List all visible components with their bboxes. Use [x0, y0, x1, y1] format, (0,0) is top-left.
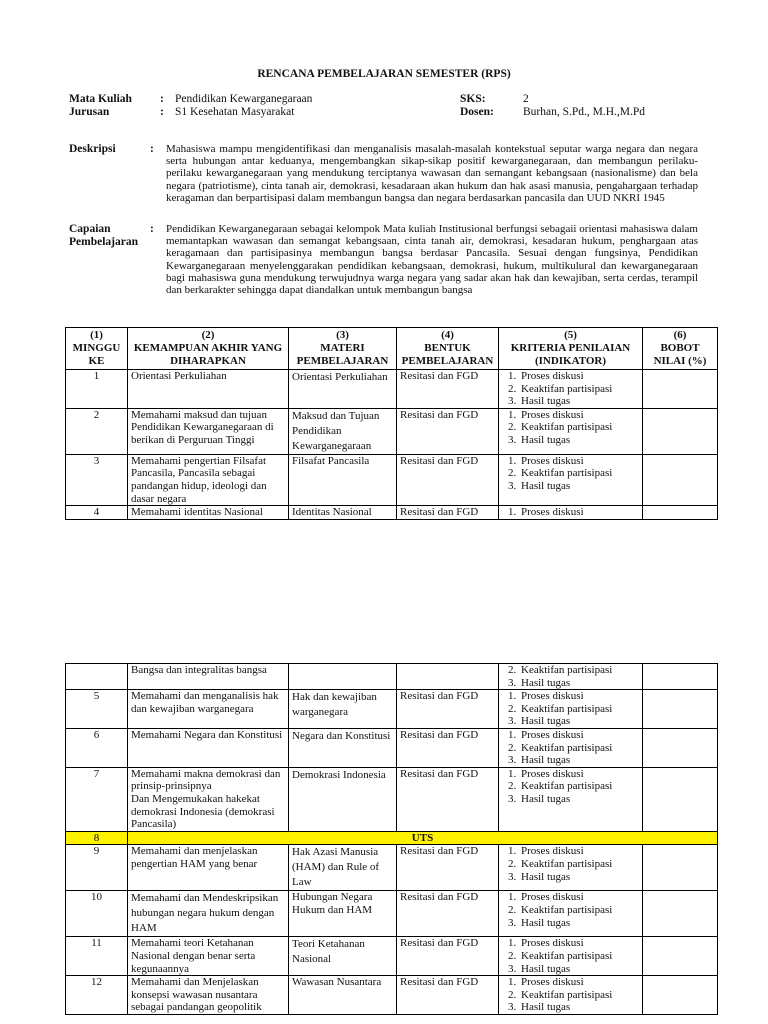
bentuk-cell: Resitasi dan FGD [397, 370, 499, 409]
materi-cell: Filsafat Pancasila [289, 454, 397, 505]
week-cell: 7 [66, 767, 128, 831]
kriteria-cell: 1. Proses diskusi 2. Keaktifan partisipasi 3. Hasil tugas [499, 370, 643, 409]
bentuk-cell: Resitasi dan FGD [397, 690, 499, 729]
week-cell: 10 [66, 891, 128, 937]
rps-table-page-1 [65, 327, 718, 520]
materi-cell: Negara dan Konstitusi [289, 728, 397, 767]
pembelajaran-label: Pembelajaran [69, 236, 138, 248]
week-cell: 11 [66, 937, 128, 976]
course-info [0, 93, 768, 123]
table-row [66, 408, 718, 454]
week-cell: 2 [66, 408, 128, 454]
table-row [66, 454, 718, 505]
table-row [66, 767, 718, 831]
bentuk-cell: Resitasi dan FGD [397, 506, 499, 520]
mata-kuliah-value: Pendidikan Kewarganegaraan [175, 93, 313, 105]
header-bobot: (6) BOBOT NILAI (%) [643, 328, 718, 370]
kriteria-cell: 1. Proses diskusi 2. Keaktifan partisipasi 3. Hasil tugas [499, 937, 643, 976]
kemampuan-cell: Memahami dan menganalisis hak dan kewajiban warganegara [128, 690, 289, 729]
materi-cell: Hak Azasi Manusia (HAM) dan Rule of Law [289, 845, 397, 891]
materi-cell: Hak dan kewajiban warganegara [289, 690, 397, 729]
materi-cell: Maksud dan Tujuan Pendidikan Kewarganegaraan [289, 408, 397, 454]
bentuk-cell: Resitasi dan FGD [397, 976, 499, 1015]
bentuk-cell: Resitasi dan FGD [397, 845, 499, 891]
kriteria-cell: 2. Keaktifan partisipasi 3. Hasil tugas [499, 664, 643, 690]
sks-label: SKS: [460, 93, 486, 105]
kriteria-cell: 1. Proses diskusi 2. Keaktifan partisipasi 3. Hasil tugas [499, 976, 643, 1015]
week-cell: 8 [66, 831, 128, 845]
materi-cell: Identitas Nasional [289, 506, 397, 520]
bentuk-cell: Resitasi dan FGD [397, 454, 499, 505]
table-row [66, 845, 718, 891]
header-materi: (3) MATERI PEMBELAJARAN [289, 328, 397, 370]
bentuk-cell: Resitasi dan FGD [397, 767, 499, 831]
kemampuan-cell: Memahami maksud dan tujuan Pendidikan Kewarganegaraan di berikan di Perguruan Tinggi [128, 408, 289, 454]
deskripsi-text: Mahasiswa mampu mengidentifikasi dan menganalisis masalah-masalah kontekstual seputar warga negara dan negara serta hubungan antar keduanya, mengembangkan sikap-sikap positif kewarganegaraan, dan membangun perilaku-perilaku kewarganegaraan yang mendukung terciptanya wawasan dan semangant kebangsaan (nasionalisme) dan bela negara (patriotisme), cinta tanah air, demokrasi, kesadaraan akan hukum dan hak asasi manusia, pengahargaan terhadap keragaman dan berpartisipasi dalam membangun bangsa dan negara berdasarkan pancasila dan UUD NKRI 1945 [166, 143, 698, 204]
bentuk-cell: Resitasi dan FGD [397, 408, 499, 454]
bobot-cell [643, 891, 718, 937]
table-row [66, 891, 718, 937]
kemampuan-cell: Memahami dan Mendeskripsikan hubungan negara hukum dengan HAM [128, 891, 289, 937]
kemampuan-cell: Memahami makna demokrasi dan prinsip-prinsipnya Dan Mengemukakan hakekat demokrasi Indonesia (demokrasi Pancasila) [128, 767, 289, 831]
kemampuan-cell: Orientasi Perkuliahan [128, 370, 289, 409]
kriteria-cell: 1. Proses diskusi 2. Keaktifan partisipasi 3. Hasil tugas [499, 891, 643, 937]
materi-cell: Wawasan Nusantara [289, 976, 397, 1015]
colon: : [150, 223, 154, 235]
kemampuan-cell: Bangsa dan integralitas bangsa [128, 664, 289, 690]
table-row [66, 506, 718, 520]
bobot-cell [643, 976, 718, 1015]
bentuk-cell: Resitasi dan FGD [397, 937, 499, 976]
colon: : [150, 143, 154, 155]
table-row [66, 728, 718, 767]
table-row [66, 370, 718, 409]
bobot-cell [643, 506, 718, 520]
week-cell: 6 [66, 728, 128, 767]
uts-label: UTS [128, 831, 718, 845]
colon: : [160, 93, 164, 105]
bobot-cell [643, 370, 718, 409]
kriteria-cell: 1. Proses diskusi 2. Keaktifan partisipasi 3. Hasil tugas [499, 767, 643, 831]
kemampuan-cell: Memahami dan Menjelaskan konsepsi wawasan nusantara sebagai pandangan geopolitik [128, 976, 289, 1015]
week-cell: 1 [66, 370, 128, 409]
table-header-row [66, 328, 718, 370]
bobot-cell [643, 845, 718, 891]
kriteria-cell: 1. Proses diskusi 2. Keaktifan partisipasi 3. Hasil tugas [499, 690, 643, 729]
materi-cell: Orientasi Perkuliahan [289, 370, 397, 409]
table-row [66, 690, 718, 729]
kemampuan-cell: Memahami Negara dan Konstitusi [128, 728, 289, 767]
kemampuan-cell: Memahami identitas Nasional [128, 506, 289, 520]
kriteria-cell: 1. Proses diskusi 2. Keaktifan partisipasi 3. Hasil tugas [499, 728, 643, 767]
mata-kuliah-label: Mata Kuliah [69, 93, 132, 105]
bobot-cell [643, 937, 718, 976]
materi-cell [289, 664, 397, 690]
header-minggu: (1) MINGGU KE [66, 328, 128, 370]
week-cell: 12 [66, 976, 128, 1015]
kriteria-cell: 1. Proses diskusi 2. Keaktifan partisipasi 3. Hasil tugas [499, 454, 643, 505]
bobot-cell [643, 690, 718, 729]
table-row [66, 976, 718, 1015]
jurusan-value: S1 Kesehatan Masyarakat [175, 106, 295, 118]
kemampuan-cell: Memahami dan menjelaskan pengertian HAM yang benar [128, 845, 289, 891]
bobot-cell [643, 454, 718, 505]
bentuk-cell: Resitasi dan FGD [397, 728, 499, 767]
capaian-text: Pendidikan Kewarganegaraan sebagai kelompok Mata kuliah Institusional berfungsi sebagaii orientasi mahasiswa dalam memantapkan wawasan dan semangat kebangsaan, cinta tanah air, demokrasi, kesadaran hukum, penghargaan atas keragamaan dan partisipasinya membangun bangsa berdasar Pancasila. Sesuai dengan fungsinya, Pendidikan Kewarganegaraan menyelenggarakan pendidikan kebangsaan, demokrasi, hukum, multikulural dan kewarganegaraan bagi mahasiswa guna mendukung terwujudnya warga negara yang sadar akan hak dan kewajiban, serta cerdas, terampil dan berkarakter sehingga dapat diandalkan untuk membangun bangsa [166, 223, 698, 297]
kemampuan-cell: Memahami pengertian Filsafat Pancasila, Pancasila sebagai pandangan hidup, ideologi dan dasar negara [128, 454, 289, 505]
header-kriteria: (5) KRITERIA PENILAIAN (INDIKATOR) [499, 328, 643, 370]
capaian-label: Capaian [69, 223, 111, 235]
kriteria-cell: 1. Proses diskusi 2. Keaktifan partisipasi 3. Hasil tugas [499, 408, 643, 454]
bobot-cell [643, 664, 718, 690]
table-row [66, 937, 718, 976]
materi-cell: Hubungan Negara Hukum dan HAM [289, 891, 397, 937]
header-kemampuan: (2) KEMAMPUAN AKHIR YANG DIHARAPKAN [128, 328, 289, 370]
document-title: RENCANA PEMBELAJARAN SEMESTER (RPS) [257, 68, 511, 80]
kriteria-cell: 1. Proses diskusi [499, 506, 643, 520]
bobot-cell [643, 408, 718, 454]
kemampuan-cell: Memahami teori Ketahanan Nasional dengan benar serta kegunaannya [128, 937, 289, 976]
materi-cell: Demokrasi Indonesia [289, 767, 397, 831]
week-cell: 9 [66, 845, 128, 891]
colon: : [160, 106, 164, 118]
week-cell: 4 [66, 506, 128, 520]
uts-row [66, 831, 718, 845]
week-cell [66, 664, 128, 690]
dosen-label: Dosen: [460, 106, 494, 118]
bentuk-cell: Resitasi dan FGD [397, 891, 499, 937]
materi-cell: Teori Ketahanan Nasional [289, 937, 397, 976]
table-row [66, 664, 718, 690]
bobot-cell [643, 767, 718, 831]
jurusan-label: Jurusan [69, 106, 110, 118]
sks-value: 2 [523, 93, 529, 105]
header-bentuk: (4) BENTUK PEMBELAJARAN [397, 328, 499, 370]
week-cell: 5 [66, 690, 128, 729]
kriteria-cell: 1. Proses diskusi 2. Keaktifan partisipasi 3. Hasil tugas [499, 845, 643, 891]
deskripsi-label: Deskripsi [69, 143, 116, 155]
bobot-cell [643, 728, 718, 767]
rps-table-page-2 [65, 663, 718, 1015]
bentuk-cell [397, 664, 499, 690]
dosen-value: Burhan, S.Pd., M.H.,M.Pd [523, 106, 646, 118]
week-cell: 3 [66, 454, 128, 505]
